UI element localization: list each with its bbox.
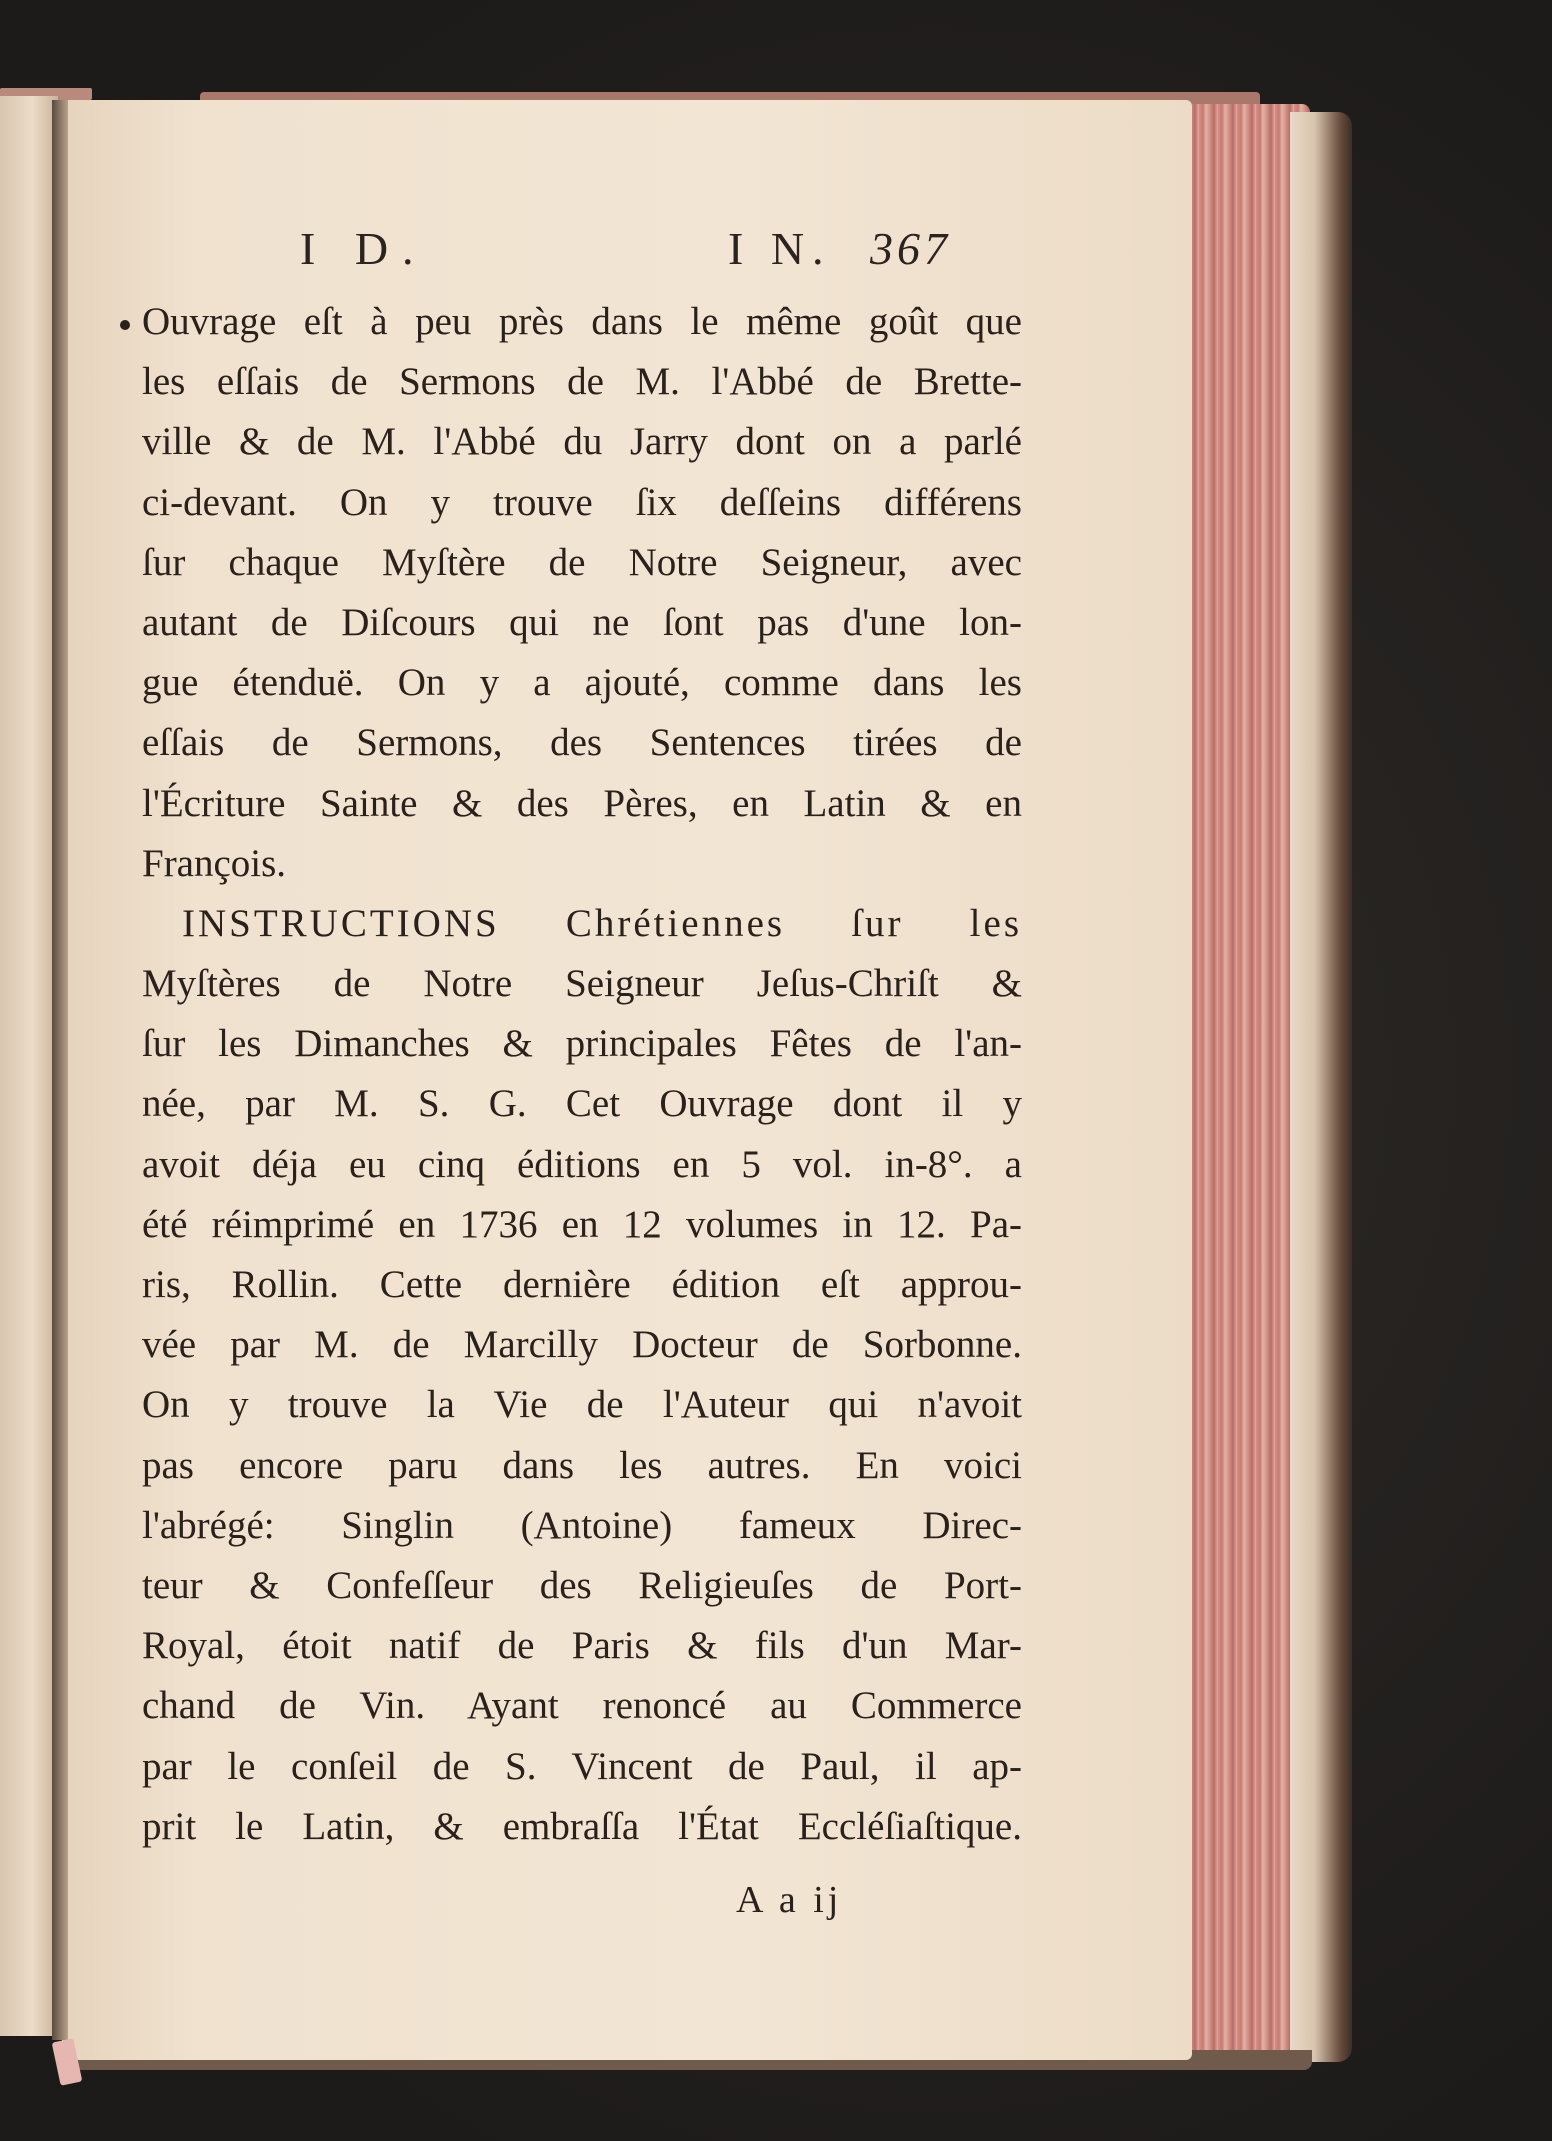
text-line: Ouvrage eſt à peu près dans le même goût que xyxy=(142,300,1022,343)
text-line: François. xyxy=(142,841,287,885)
book-cover-edge xyxy=(1290,112,1352,2062)
text-line: ſur les Dimanches & principales Fêtes de l'an- xyxy=(142,1022,1022,1066)
text-line: eſſais de Sermons, des Sentences tirées de xyxy=(142,721,1022,765)
text-line: Royal, étoit natif de Paris & fils d'un Mar- xyxy=(142,1624,1022,1668)
text-line: ſur chaque Myſtère de Notre Seigneur, avec xyxy=(142,540,1022,584)
text-line: été réimprimé en 1736 en 12 volumes in 12. Pa- xyxy=(142,1202,1022,1246)
text-line: ci-devant. On y trouve ſix deſſeins différens xyxy=(142,480,1022,524)
text-line: ville & de M. l'Abbé du Jarry dont on a parlé xyxy=(142,420,1022,464)
text-line: ris, Rollin. Cette dernière édition eſt approu- xyxy=(142,1263,1022,1306)
entry-heading-line: INSTRUCTIONS Chrétiennes ſur les xyxy=(182,901,1022,945)
text-line: née, par M. S. G. Cet Ouvrage dont il y xyxy=(142,1082,1022,1126)
text-line: teur & Confeſſeur des Religieuſes de Port- xyxy=(142,1563,1022,1607)
text-line: l'abrégé: Singlin (Antoine) fameux Direc- xyxy=(142,1503,1022,1547)
text-line: vée par M. de Marcilly Docteur de Sorbonne. xyxy=(142,1323,1022,1367)
margin-dot xyxy=(120,320,130,330)
running-head-center: I N. xyxy=(728,223,832,274)
page-number: 367 xyxy=(870,223,951,274)
running-head-left: I D. xyxy=(300,223,428,274)
text-line: l'Écriture Sainte & des Pères, en Latin & en xyxy=(142,781,1022,825)
text-line: On y trouve la Vie de l'Auteur qui n'avoit xyxy=(142,1383,1022,1427)
left-page-margin-marks xyxy=(0,300,20,1500)
gutter-shadow xyxy=(52,100,68,2040)
text-line: avoit déja eu cinq éditions en 5 vol. in-8°. a xyxy=(142,1142,1022,1186)
text-line: les eſſais de Sermons de M. l'Abbé de Brette- xyxy=(142,360,1022,404)
text-line: prit le Latin, & embraſſa l'État Eccléſiaſtique. xyxy=(142,1804,1022,1848)
text-line: gue étenduë. On y a ajouté, comme dans les xyxy=(142,661,1022,705)
signature-mark: A a ij xyxy=(736,1879,843,1921)
body-text xyxy=(142,292,1022,1857)
text-line: par le conſeil de S. Vincent de Paul, il ap- xyxy=(142,1744,1022,1788)
text-line: pas encore paru dans les autres. En voici xyxy=(142,1443,1022,1487)
text-line: Myſtères de Notre Seigneur Jeſus-Chriſt & xyxy=(142,962,1022,1006)
running-head xyxy=(140,222,1040,292)
text-line: chand de Vin. Ayant renoncé au Commerce xyxy=(142,1684,1022,1728)
text-line: autant de Diſcours qui ne ſont pas d'une lon- xyxy=(142,600,1022,644)
